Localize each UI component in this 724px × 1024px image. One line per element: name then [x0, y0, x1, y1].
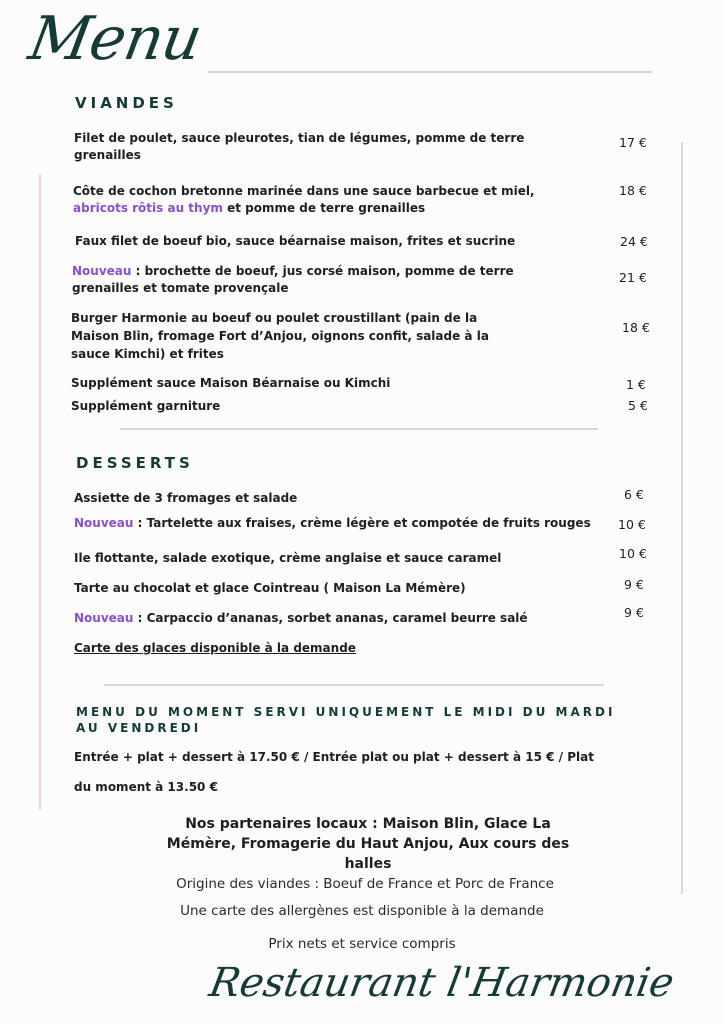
desserts-price-1: 6 € [624, 487, 644, 502]
viandes-price-4: 21 € [619, 270, 647, 285]
restaurant-name: Restaurant l'Harmonie [205, 960, 678, 1006]
desserts-price-2: 10 € [618, 517, 646, 532]
menu-title: Menu [23, 4, 207, 74]
viandes-item-3: Faux filet de boeuf bio, sauce béarnaise maison, frites et sucrine [75, 234, 516, 248]
menu-du-moment-line-1: Entrée + plat + dessert à 17.50 € / Entrée plat ou plat + dessert à 15 € / Plat [74, 750, 594, 764]
viandes-price-1: 17 € [619, 135, 647, 150]
viandes-item-7: Supplément garniture [71, 399, 221, 413]
desserts-item-5-text: : Carpaccio d’ananas, sorbet ananas, caramel beurre salé [133, 611, 528, 625]
viandes-item-4 [72, 263, 522, 297]
viandes-item-1: Filet de poulet, sauce pleurotes, tian de légumes, pomme de terre grenailles [74, 131, 525, 162]
nouveau-badge: Nouveau [72, 264, 132, 278]
viandes-item-2-text-after: et pomme de terre grenailles [227, 201, 426, 215]
desserts-item-4: Tarte au chocolat et glace Cointreau ( Maison La Mémère) [74, 581, 466, 595]
glaces-link[interactable]: Carte des glaces disponible à la demande [74, 641, 356, 655]
nouveau-badge: Nouveau [74, 611, 134, 625]
desserts-price-5: 9 € [624, 605, 644, 620]
viandes-item-5: Burger Harmonie au boeuf ou poulet croustillant (pain de la Maison Blin, fromage Fort d’Anjou, oignons confit, salade à la sauce Kimchi) et frites [71, 311, 489, 361]
header-divider [208, 71, 652, 73]
viandes-item-2-text: Côte de cochon bretonne marinée dans une sauce barbecue et miel, [73, 184, 535, 198]
desserts-item-1: Assiette de 3 fromages et salade [74, 491, 298, 505]
desserts-price-3: 10 € [619, 546, 647, 561]
allergenes-text: Une carte des allergènes est disponible à la demande [180, 903, 544, 919]
viandes-item-2 [73, 183, 573, 217]
menu-du-moment-heading: MENU DU MOMENT SERVI UNIQUEMENT LE MIDI DU MARDI AU VENDREDI [76, 705, 616, 735]
viandes-price-2: 18 € [619, 183, 647, 198]
desserts-item-2 [74, 515, 604, 532]
desserts-item-5 [74, 610, 528, 627]
viandes-price-5: 18 € [622, 320, 650, 335]
viandes-item-2-highlight: abricots rôtis au thym [73, 201, 223, 215]
menu-du-moment-line-2: du moment à 13.50 € [74, 780, 218, 794]
viandes-price-6: 1 € [626, 377, 646, 392]
viandes-price-7: 5 € [628, 398, 648, 413]
prix-text: Prix nets et service compris [268, 936, 456, 952]
viandes-price-3: 24 € [620, 234, 648, 249]
section-heading-desserts: DESSERTS [76, 454, 194, 472]
viandes-item-4-text: : brochette de boeuf, jus corsé maison, pomme de terre grenailles et tomate provençale [72, 264, 514, 295]
partners-text: Nos partenaires locaux : Maison Blin, Glace La Mémère, Fromagerie du Haut Anjou, Aux cours des halles [166, 816, 570, 872]
desserts-item-2-text: : Tartelette aux fraises, crème légère et compotée de fruits rouges [133, 516, 591, 530]
desserts-price-4: 9 € [624, 577, 644, 592]
section-heading-viandes: VIANDES [75, 94, 178, 112]
nouveau-badge: Nouveau [74, 516, 134, 530]
left-border-line [39, 174, 41, 810]
viandes-item-6: Supplément sauce Maison Béarnaise ou Kimchi [71, 376, 391, 390]
viandes-divider [120, 428, 598, 430]
right-border-line [681, 142, 683, 894]
origine-text: Origine des viandes : Boeuf de France et Porc de France [176, 876, 554, 892]
desserts-item-3: Ile flottante, salade exotique, crème anglaise et sauce caramel [74, 551, 502, 565]
desserts-divider [104, 684, 604, 686]
